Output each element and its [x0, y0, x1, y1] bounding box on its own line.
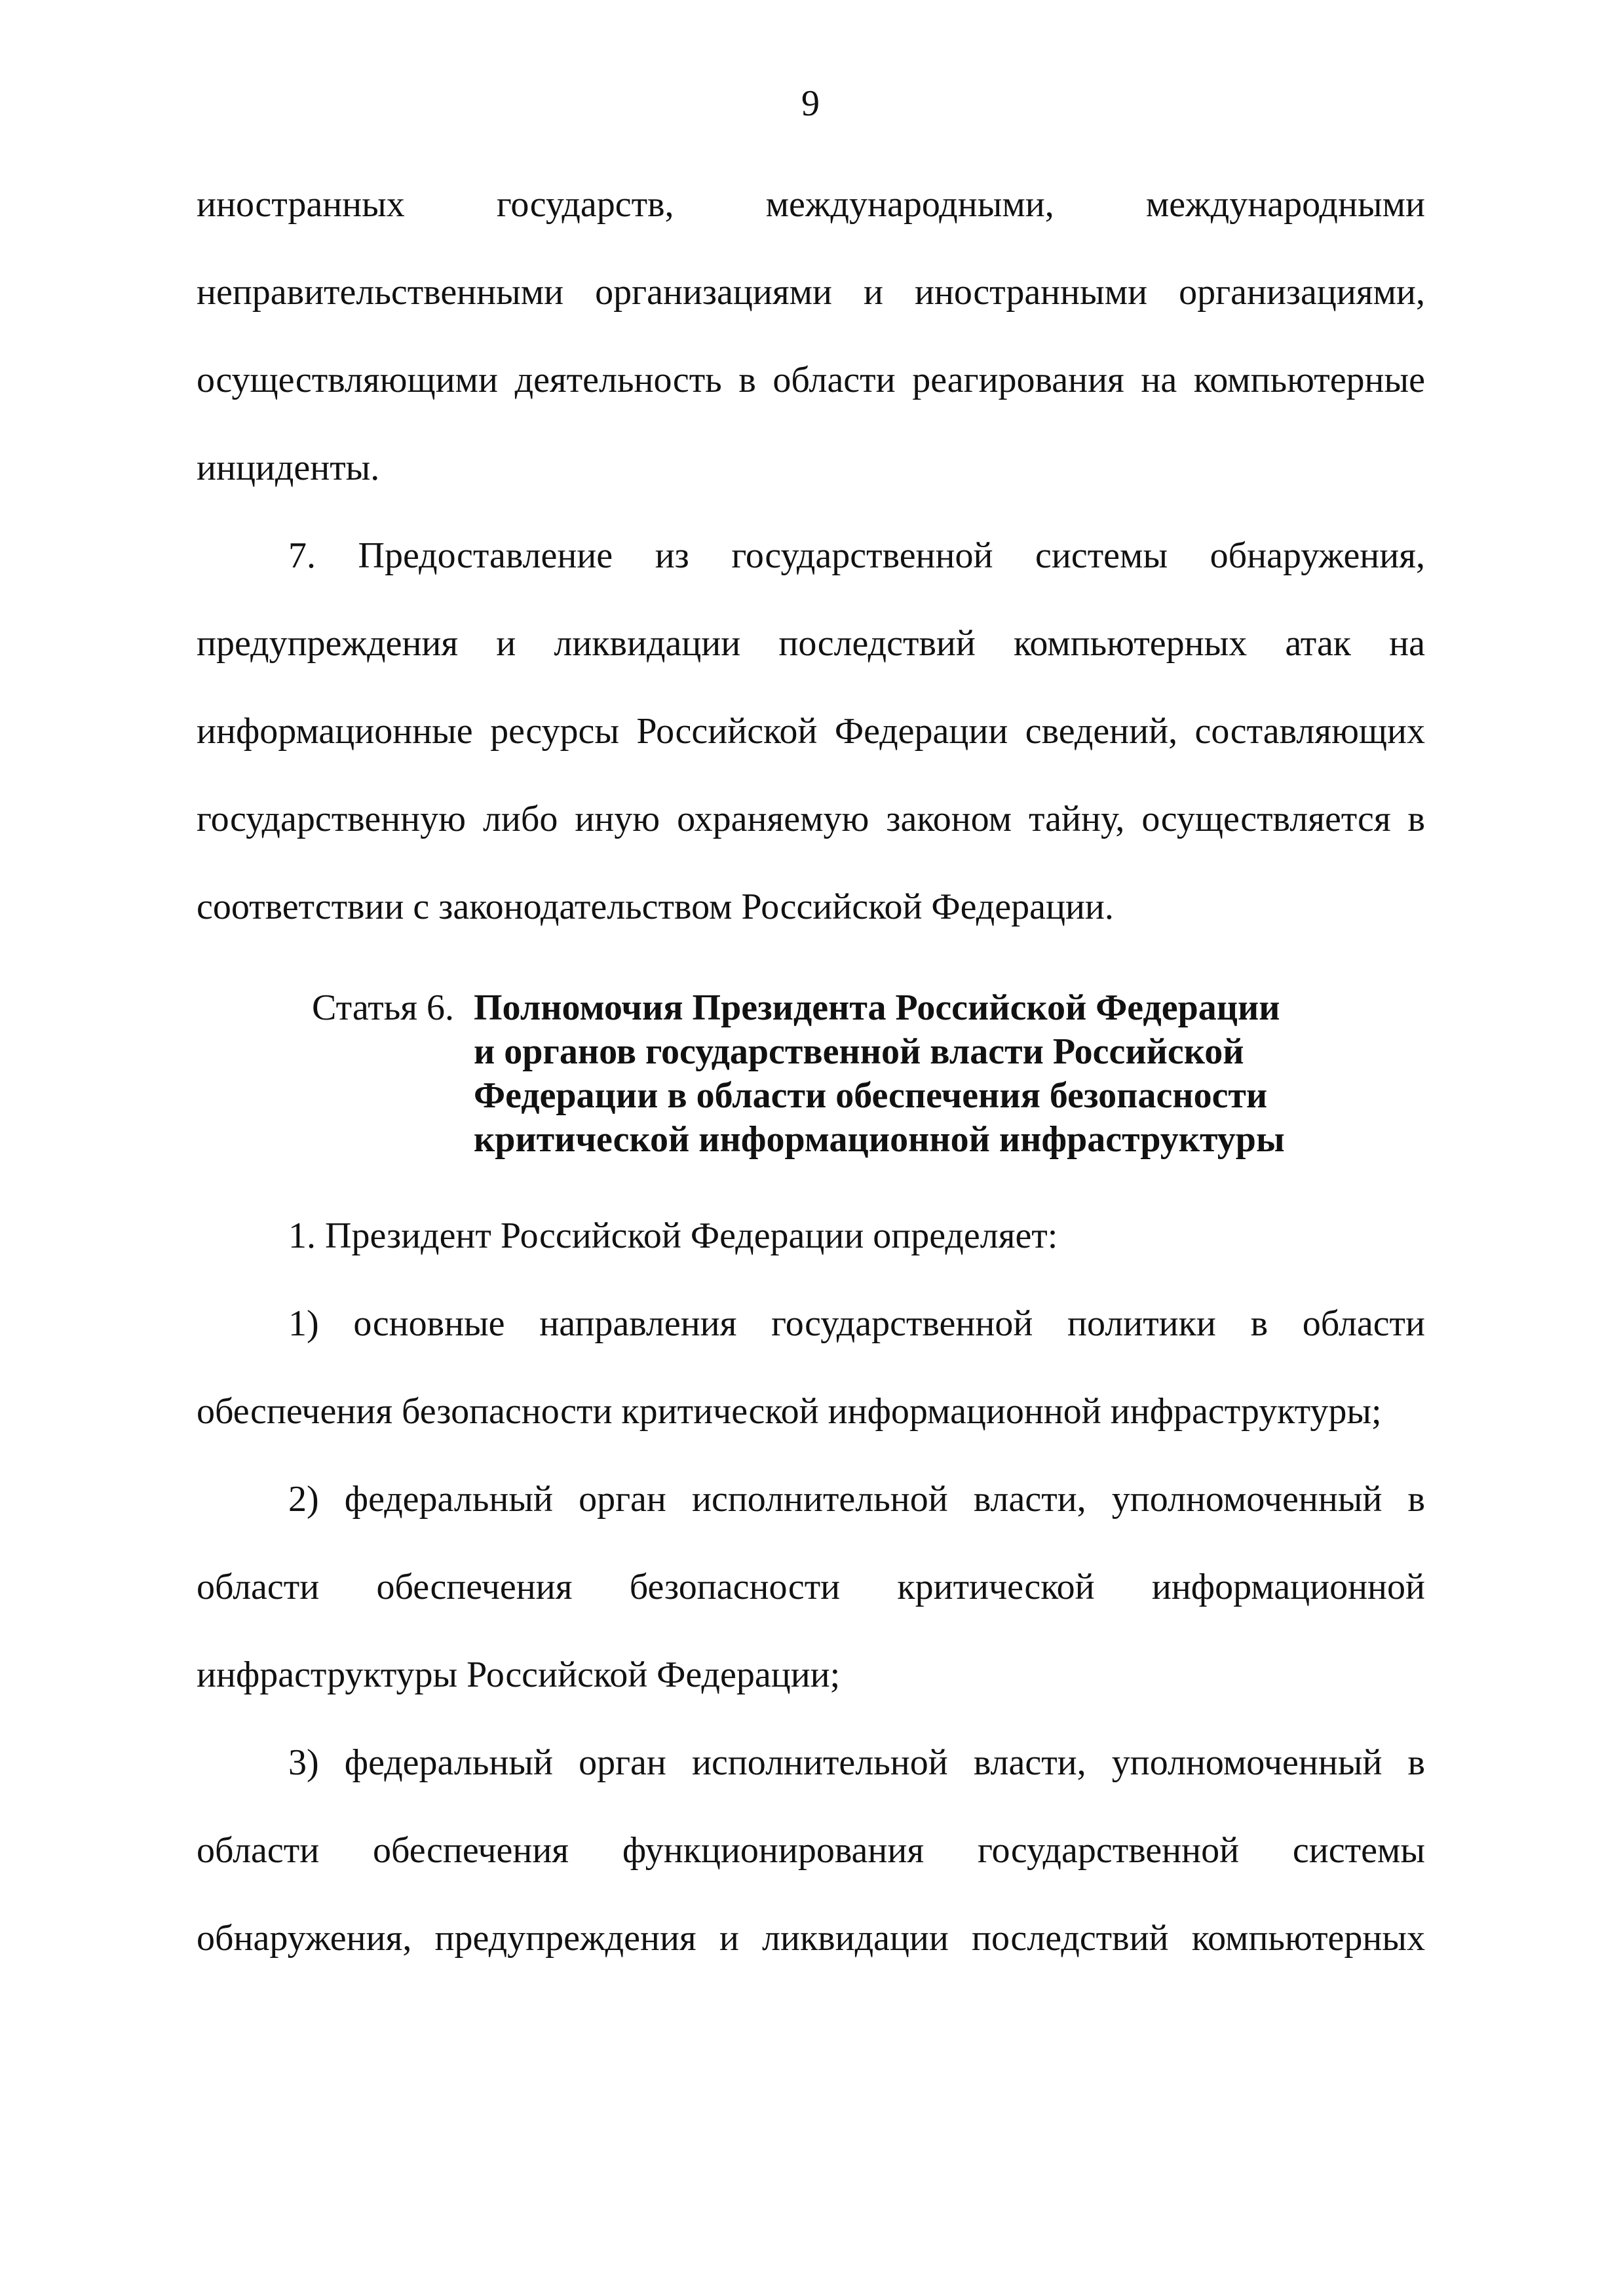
document-body — [197, 161, 1425, 1982]
page-number: 9 — [801, 83, 820, 124]
list-item-2: 2) федеральный орган исполнительной власти, уполномоченный в области обеспечения безопасности критической информационной инфраструктуры Российской Федерации; — [197, 1479, 1425, 1695]
paragraph-intro: 1. Президент Российской Федерации определяет: — [288, 1215, 1058, 1256]
article-label: Статья 6. — [312, 987, 454, 1028]
article-heading — [197, 986, 1425, 1162]
article-title-line: Полномочия Президента Российской Федерации — [474, 987, 1280, 1028]
article-title-line: и органов государственной власти Российской — [474, 1031, 1244, 1072]
article-title — [474, 986, 1325, 1162]
article-title-line: Федерации в области обеспечения безопасности — [474, 1075, 1268, 1116]
list-item-3: 3) федеральный орган исполнительной власти, уполномоченный в области обеспечения функционирования государственной системы обнаружения, предупреждения и ликвидации последствий компьютерных — [197, 1742, 1425, 1959]
paragraph-continuation: иностранных государств, международными, международными неправительственными организациями и иностранными организациями, осуществляющими деятельность в области реагирования на компьютерные инциденты. — [197, 184, 1425, 488]
article-title-line: критической информационной инфраструктуры — [474, 1119, 1285, 1160]
list-item-1: 1) основные направления государственной политики в области обеспечения безопасности критической информационной инфраструктуры; — [197, 1303, 1425, 1432]
paragraph-clause-7: 7. Предоставление из государственной системы обнаружения, предупреждения и ликвидации последствий компьютерных атак на информационные ресурсы Российской Федерации сведений, составляющих государственную либо иную охраняемую законом тайну, осуществляется в соответствии с законодательством Российской Федерации. — [197, 535, 1425, 927]
